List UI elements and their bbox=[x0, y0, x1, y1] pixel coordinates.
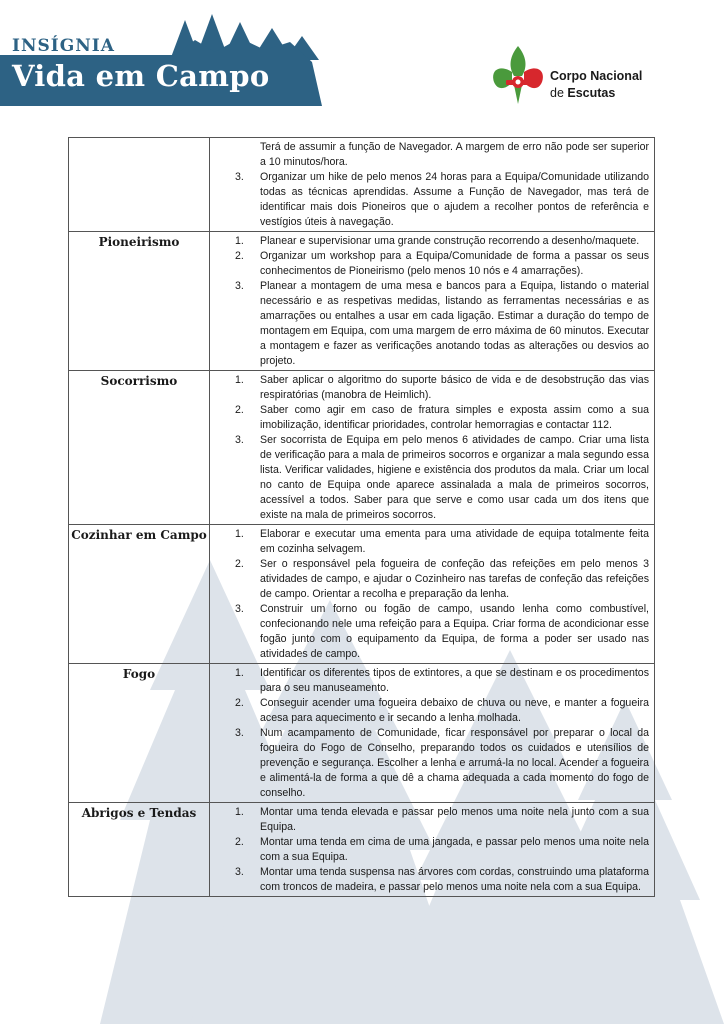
requirement-item bbox=[210, 805, 649, 835]
requirements-list bbox=[210, 232, 654, 370]
organization-name-line1: Corpo Nacional bbox=[550, 69, 643, 83]
requirements-cell bbox=[210, 232, 655, 371]
item-number: 2. bbox=[235, 558, 244, 570]
item-number: 3. bbox=[235, 866, 244, 878]
requirements-table-body bbox=[69, 138, 655, 897]
page-header bbox=[0, 0, 724, 125]
requirement-item bbox=[210, 602, 649, 662]
item-text: Num acampamento de Comunidade, ficar responsável por preparar o local da fogueira do Fogo de Conselho, preparando todos os cuidados e utensílios de prevenção e segurança. Escolher a lenha e arrumá-la no local. Acender a fogueira e alimentá-la de forma a que dê a chama adequada a cada momento do fogo de conselho. bbox=[260, 727, 649, 799]
requirements-cell bbox=[210, 803, 655, 897]
item-number: 2. bbox=[235, 404, 244, 416]
item-text: Terá de assumir a função de Navegador. A margem de erro não pode ser superior a 10 minutos/hora. bbox=[260, 141, 649, 168]
category-label: Abrigos e Tendas bbox=[81, 806, 197, 820]
page-title: Vida em Campo bbox=[12, 59, 270, 93]
category-label: Cozinhar em Campo bbox=[71, 528, 207, 542]
item-text: Saber aplicar o algoritmo do suporte básico de vida e de desobstrução das vias respiratórias (manobra de Heimlich). bbox=[260, 374, 649, 401]
item-number: 3. bbox=[235, 171, 244, 183]
category-cell bbox=[69, 371, 210, 525]
organization-name-line2: de Escutas bbox=[550, 86, 616, 100]
requirement-row bbox=[69, 664, 655, 803]
requirements-list bbox=[210, 525, 654, 663]
requirement-item bbox=[210, 835, 649, 865]
item-number: 3. bbox=[235, 280, 244, 292]
requirements-cell bbox=[210, 371, 655, 525]
item-text: Saber como agir em caso de fratura simples e exposta assim como a sua imobilização, identificar prioridades, controlar hemorragias e contactar 112. bbox=[260, 404, 649, 431]
requirement-row bbox=[69, 371, 655, 525]
badge-kicker: INSÍGNIA bbox=[12, 36, 115, 56]
item-text: Montar uma tenda elevada e passar pelo menos uma noite nela junto com a sua Equipa. bbox=[260, 806, 649, 833]
item-number: 3. bbox=[235, 603, 244, 615]
requirements-list bbox=[210, 664, 654, 802]
category-cell bbox=[69, 232, 210, 371]
item-text: Construir um forno ou fogão de campo, usando lenha como combustível, confecionando nele uma refeição para a Equipa. Criar forma de acondicionar esse fogão junto com o equipamento da Equipa, de forma a poder ser usado nas atividades de campo. bbox=[260, 603, 649, 660]
requirement-item bbox=[210, 527, 649, 557]
item-number: 2. bbox=[235, 836, 244, 848]
requirements-cell bbox=[210, 664, 655, 803]
item-number: 1. bbox=[235, 806, 244, 818]
requirements-list bbox=[210, 371, 654, 524]
requirement-row bbox=[69, 803, 655, 897]
item-number: 3. bbox=[235, 727, 244, 739]
item-text: Ser socorrista de Equipa em pelo menos 6 atividades de campo. Criar uma lista de verificação para a mala de primeiros socorros e organizar a mala segundo essa lista. Verificar validades, higiene e existência dos produtos da mala. Criar um local no canto de Equipa onde aparece assinalada a mala de primeiros socorros, acessível a todos. Saber para que serve e como usar cada um dos itens que existe na mala de primeiros socorros. bbox=[260, 434, 649, 521]
item-text: Montar uma tenda suspensa nas árvores com cordas, construindo uma plataforma com troncos de madeira, e passar pelo menos uma noite nela com a sua Equipa. bbox=[260, 866, 649, 893]
requirement-item bbox=[210, 234, 649, 249]
item-text: Conseguir acender uma fogueira debaixo de chuva ou neve, e manter a fogueira acesa para aquecimento e ir secando a lenha molhada. bbox=[260, 697, 649, 724]
item-text: Identificar os diferentes tipos de extintores, a que se destinam e os procedimentos para o seu manuseamento. bbox=[260, 667, 649, 694]
requirement-item bbox=[210, 373, 649, 403]
item-text: Planear e supervisionar uma grande construção recorrendo a desenho/maquete. bbox=[260, 235, 640, 247]
requirement-item bbox=[210, 696, 649, 726]
category-cell bbox=[69, 138, 210, 232]
requirement-item bbox=[210, 666, 649, 696]
category-cell bbox=[69, 803, 210, 897]
requirement-row bbox=[69, 232, 655, 371]
requirement-row bbox=[69, 138, 655, 232]
requirements-list bbox=[210, 803, 654, 896]
requirements-cell bbox=[210, 138, 655, 232]
item-number: 1. bbox=[235, 235, 244, 247]
item-text: Ser o responsável pela fogueira de confeção das refeições em pelo menos 3 atividades de campo, e ajudar o Cozinheiro nas tarefas de confeção das refeições de campo. Orientar a recolha e preparação da lenha. bbox=[260, 558, 649, 600]
category-cell bbox=[69, 525, 210, 664]
category-label: Socorrismo bbox=[100, 374, 178, 388]
item-number: 1. bbox=[235, 374, 244, 386]
organization-logo-block bbox=[488, 42, 688, 108]
category-label bbox=[69, 138, 209, 141]
item-text: Elaborar e executar uma ementa para uma atividade de equipa totalmente feita em cozinha selvagem. bbox=[260, 528, 649, 555]
category-label: Fogo bbox=[122, 667, 156, 681]
requirement-item bbox=[210, 865, 649, 895]
category-label: Pioneirismo bbox=[98, 235, 180, 249]
item-number: 2. bbox=[235, 250, 244, 262]
requirement-item bbox=[210, 170, 649, 230]
item-number: 1. bbox=[235, 528, 244, 540]
category-cell bbox=[69, 664, 210, 803]
item-text: Planear a montagem de uma mesa e bancos para a Equipa, listando o material necessário e as respetivas medidas, listando as ferramentas necessárias e as amarrações ou entalhes a usar em cada ligação. Estimar a duração do tempo de montagem em Equipa, com uma margem de erro máxima de 60 minutos. Executar a montagem e fazer as verificações anotando todas as alterações ou desvios ao projeto. bbox=[260, 280, 649, 367]
requirement-item bbox=[210, 249, 649, 279]
item-text: Organizar um workshop para a Equipa/Comunidade de forma a passar os seus conhecimentos de Pioneirismo (pelo menos 10 nós e 4 amarrações). bbox=[260, 250, 649, 277]
item-number: 3. bbox=[235, 434, 244, 446]
requirement-item bbox=[210, 140, 649, 170]
item-text: Montar uma tenda em cima de uma jangada, e passar pelo menos uma noite nela com a sua Equipa. bbox=[260, 836, 649, 863]
requirement-item bbox=[210, 279, 649, 369]
requirement-item bbox=[210, 726, 649, 801]
requirements-cell bbox=[210, 525, 655, 664]
requirement-item bbox=[210, 433, 649, 523]
requirement-row bbox=[69, 525, 655, 664]
requirement-item bbox=[210, 557, 649, 602]
requirements-list bbox=[210, 138, 654, 231]
item-number: 2. bbox=[235, 697, 244, 709]
requirements-table bbox=[68, 137, 655, 897]
scout-fleur-de-lis-logo-icon bbox=[488, 42, 548, 108]
item-number: 1. bbox=[235, 667, 244, 679]
item-text: Organizar um hike de pelo menos 24 horas para a Equipa/Comunidade utilizando todas as técnicas aprendidas. Assume a Função de Navegador, mas terá de identificar mais dois Pioneiros que o ajudem a recolher pontos de referência e vestígios úteis à navegação. bbox=[260, 171, 649, 228]
requirement-item bbox=[210, 403, 649, 433]
